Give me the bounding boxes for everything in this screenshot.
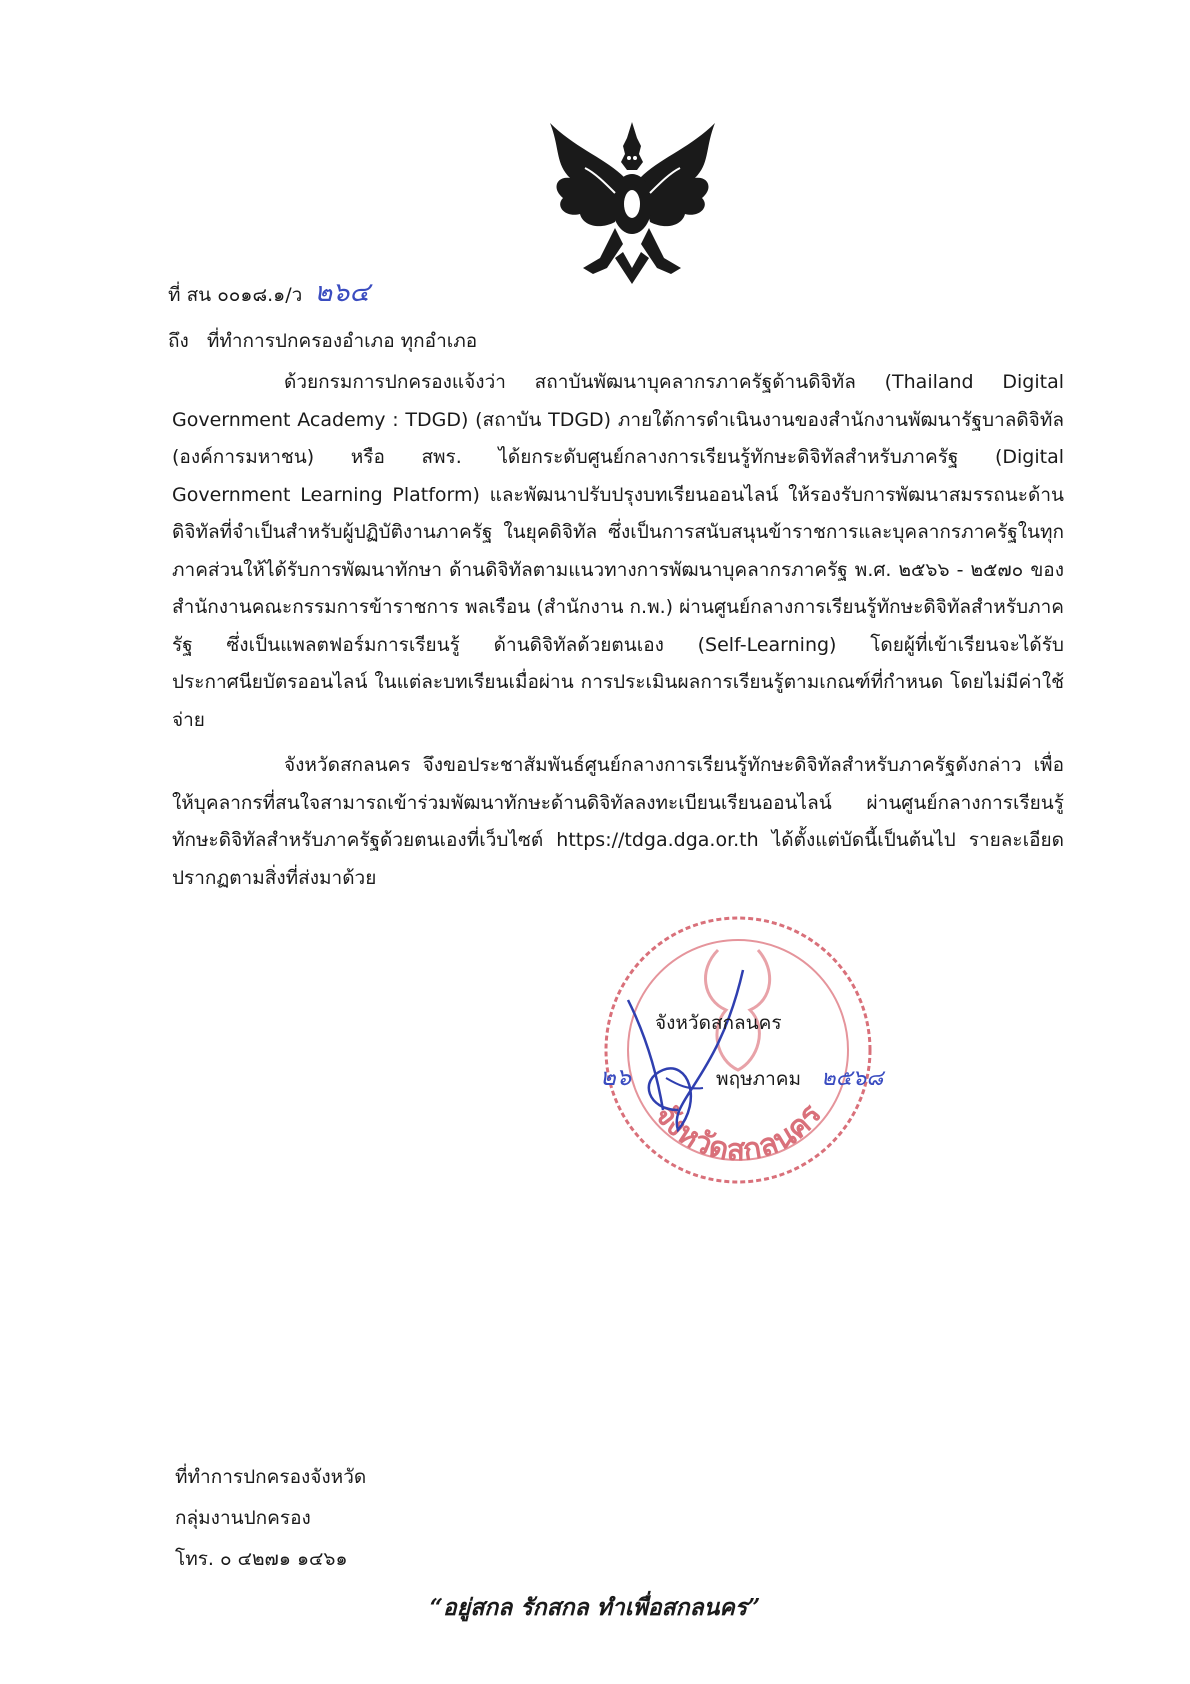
footer-contact: [175, 1457, 366, 1580]
provincial-motto: “อยู่สกล รักสกล ทำเพื่อสกลนคร”: [429, 1594, 761, 1621]
stamp-text: จังหวัดสกลนคร: [647, 1097, 829, 1169]
signing-province: จังหวัดสกลนคร: [655, 1012, 782, 1034]
document-number-label: ที่ สน ๐๐๑๘.๑/ว: [168, 284, 303, 306]
footer-office: ที่ทำการปกครองจังหวัด: [175, 1466, 367, 1488]
body-paragraph-2: จังหวัดสกลนคร จึงขอประชาสัมพันธ์ศูนย์กลางการเรียนรู้ทักษะดิจิทัลสำหรับภาครัฐดังกล่าว เพื่อให้บุคลากรที่สนใจสามารถเข้าร่วมพัฒนาทักษะด้านดิจิทัลลงทะเบียนเรียนออนไลน์ ผ่านศูนย์กลางการเรียนรู้ ทักษะดิจิทัลสำหรับภาครัฐด้วยตนเองที่เว็บไซต์ https://tdga.dga.or.th ได้ตั้งแต่บัดนี้เป็นต้นไป รายละเอียด ปรากฏตามสิ่งที่ส่งมาด้วย: [172, 754, 1064, 889]
recipient-label: ถึง: [168, 330, 189, 352]
letter-body: [172, 364, 1064, 897]
body-paragraph-1: ด้วยกรมการปกครองแจ้งว่า สถาบันพัฒนาบุคลากรภาครัฐด้านดิจิทัล (Thailand Digital Government Academy : TDGD) (สถาบัน TDGD) ภายใต้การดำเนินงานของสำนักงานพัฒนารัฐบาลดิจิทัล (องค์การมหาชน) หรือ สพร. ได้ยกระดับศูนย์กลางการเรียนรู้ทักษะดิจิทัลสำหรับภาครัฐ (Digital Government Learning Platform) และพัฒนาปรับปรุงบทเรียนออนไลน์ ให้รองรับการพัฒนาสมรรถนะด้านดิจิทัลที่จำเป็นสำหรับผู้ปฏิบัติงานภาครัฐ ในยุคดิจิทัล ซึ่งเป็นการสนับสนุนข้าราชการและบุคลากรภาครัฐในทุกภาคส่วนให้ได้รับการพัฒนาทักษา ด้านดิจิทัลตามแนวทางการพัฒนาบุคลากรภาครัฐ พ.ศ. ๒๕๖๖ - ๒๕๗๐ ของสำนักงานคณะกรรมการข้าราชการ พลเรือน (สำนักงาน ก.พ.) ผ่านศูนย์กลางการเรียนรู้ทักษะดิจิทัลสำหรับภาครัฐ ซึ่งเป็นแพลตฟอร์มการเรียนรู้ ด้านดิจิทัลด้วยตนเอง (Self-Learning) โดยผู้ที่เข้าเรียนจะได้รับประกาศนียบัตรออนไลน์ ในแต่ละบทเรียนเมื่อผ่าน การประเมินผลการเรียนรู้ตามเกณฑ์ที่กำหนด โดยไม่มีค่าใช้จ่าย: [172, 371, 1064, 731]
footer-phone: โทร. ๐ ๔๒๗๑ ๑๔๖๑: [175, 1548, 348, 1570]
handwritten-signature: [608, 960, 748, 1140]
signing-month: พฤษภาคม: [716, 1068, 802, 1090]
document-number-handwritten: ๒๖๔: [314, 277, 370, 308]
signing-day: ๒๖: [600, 1063, 632, 1091]
recipient-line: [168, 326, 477, 356]
signing-date: [600, 1057, 883, 1096]
signing-year: ๒๕๖๘: [821, 1066, 884, 1091]
document-number: [168, 270, 370, 313]
garuda-emblem-icon: [545, 118, 720, 286]
recipient-value: ที่ทำการปกครองอำเภอ ทุกอำเภอ: [206, 330, 478, 352]
footer-division: กลุ่มงานปกครอง: [175, 1507, 311, 1529]
